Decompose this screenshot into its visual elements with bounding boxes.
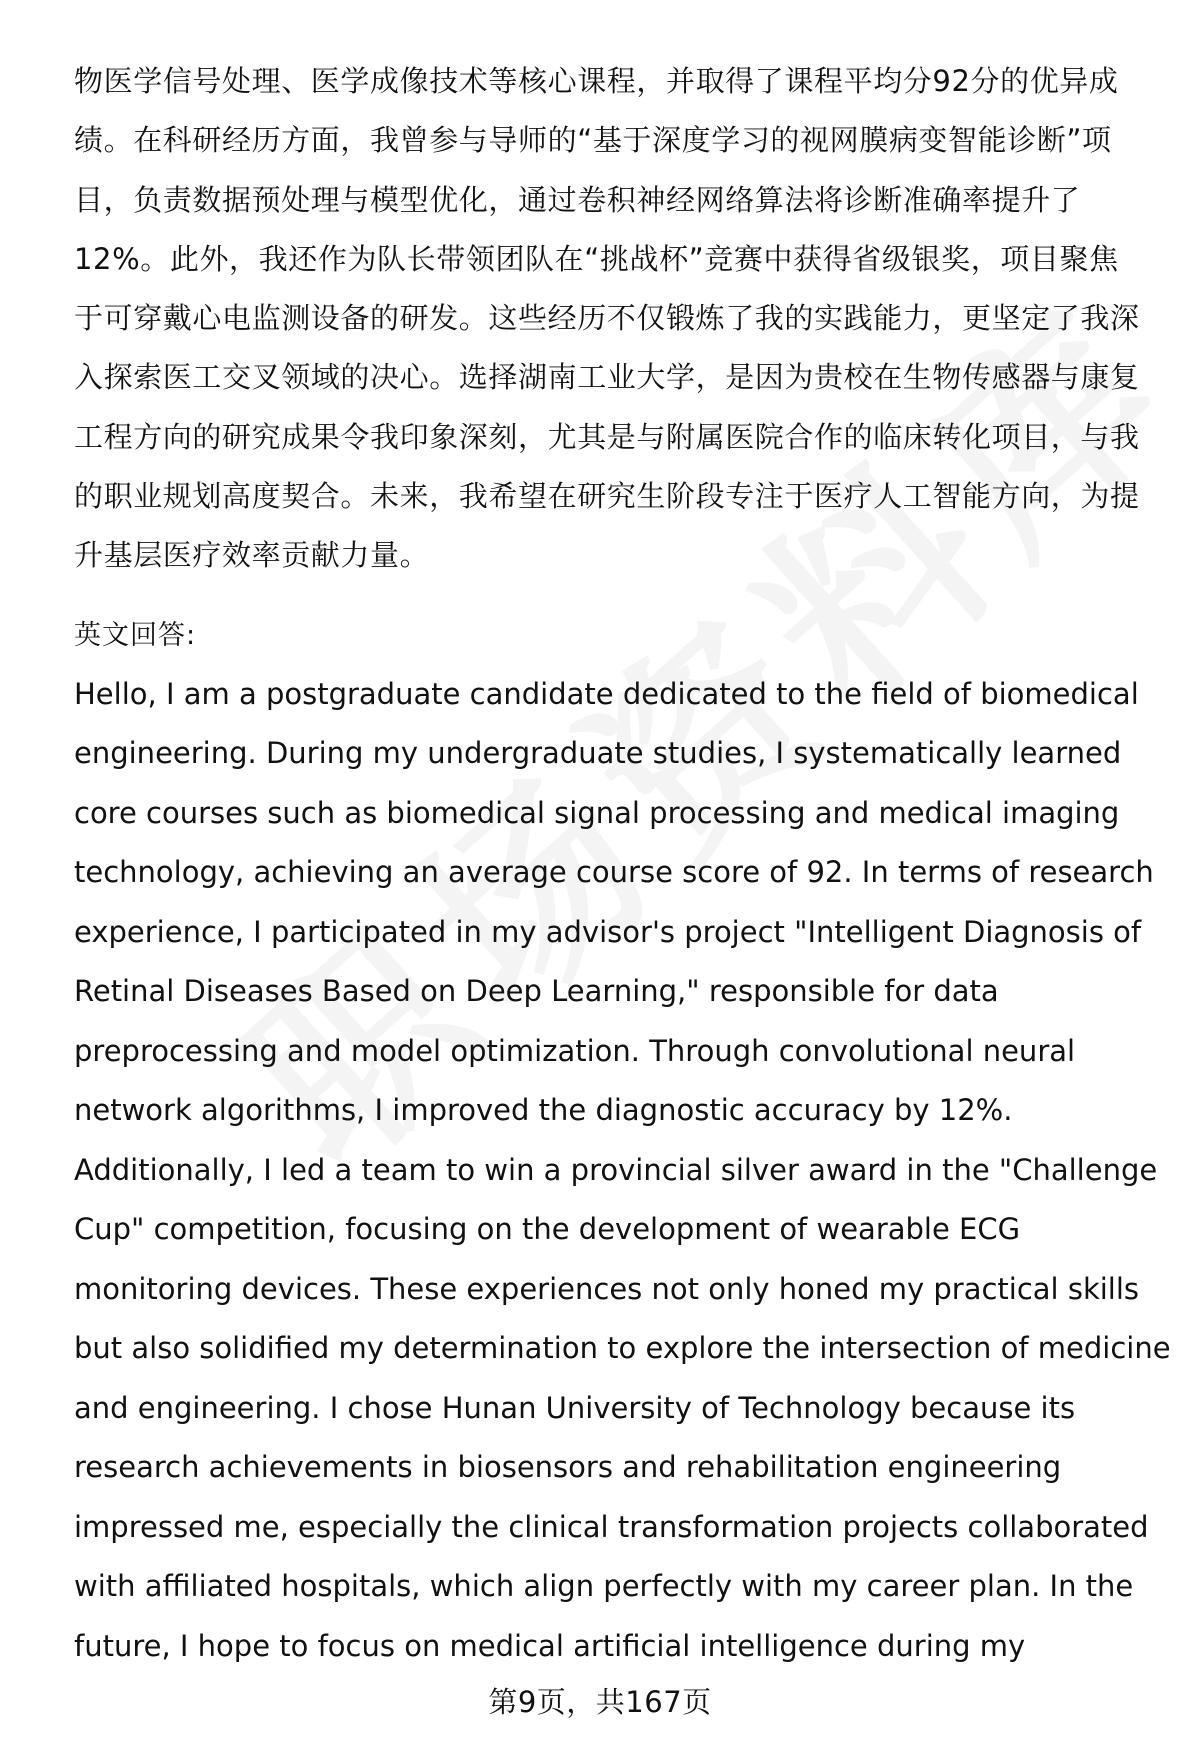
text-line: Cup" competition, focusing on the development of wearable ECG: [74, 1212, 1021, 1247]
text-line: 于可穿戴心电监测设备的研发。这些经历不仅锻炼了我的实践能力，更坚定了我深: [74, 301, 1140, 336]
text-line: 绩。在科研经历方面，我曾参与导师的“基于深度学习的视网膜病变智能诊断”项: [74, 123, 1112, 158]
chinese-answer-paragraph: [74, 52, 1154, 586]
text-line: impressed me, especially the clinical transformation projects collaborated: [74, 1509, 1149, 1544]
page-content: [74, 52, 1171, 1676]
text-line: preprocessing and model optimization. Through convolutional neural: [74, 1033, 1076, 1068]
text-line: but also solidified my determination to explore the intersection of medicine: [74, 1331, 1171, 1366]
text-line: and engineering. I chose Hunan University of Technology because its: [74, 1390, 1076, 1425]
text-line: 物医学信号处理、医学成像技术等核心课程，并取得了课程平均分92分的优异成: [74, 64, 1119, 98]
text-line: Additionally, I led a team to win a provincial silver award in the "Challenge: [74, 1152, 1158, 1187]
text-line: 入探索医工交叉领域的决心。选择湖南工业大学，是因为贵校在生物传感器与康复: [74, 360, 1140, 395]
text-line: 工程方向的研究成果令我印象深刻，尤其是与附属医院合作的临床转化项目，与我: [74, 419, 1140, 454]
page-number: 第9页，共167页: [488, 1685, 712, 1719]
text-line: core courses such as biomedical signal processing and medical imaging: [74, 795, 1120, 830]
text-line: 12%。此外，我还作为队长带领团队在“挑战杯”竞赛中获得省级银奖，项目聚焦: [74, 241, 1119, 276]
text-line: engineering. During my undergraduate studies, I systematically learned: [74, 736, 1122, 771]
english-answer-paragraph: [74, 665, 1171, 1677]
text-line: Hello, I am a postgraduate candidate dedicated to the field of biomedical: [74, 676, 1139, 711]
text-line: technology, achieving an average course score of 92. In terms of research: [74, 855, 1154, 890]
text-line: research achievements in biosensors and rehabilitation engineering: [74, 1450, 1062, 1485]
text-line: 的职业规划高度契合。未来，我希望在研究生阶段专注于医疗人工智能方向，为提: [74, 479, 1140, 514]
text-line: network algorithms, I improved the diagnostic accuracy by 12%.: [74, 1093, 1013, 1128]
text-line: Retinal Diseases Based on Deep Learning," responsible for data: [74, 974, 999, 1009]
text-line: monitoring devices. These experiences not only honed my practical skills: [74, 1271, 1140, 1306]
text-line: 目，负责数据预处理与模型优化，通过卷积神经网络算法将诊断准确率提升了: [74, 182, 1081, 217]
text-line: 升基层医疗效率贡献力量。: [74, 538, 430, 573]
text-line: experience, I participated in my advisor's project "Intelligent Diagnosis of: [74, 914, 1142, 949]
text-line: with affiliated hospitals, which align perfectly with my career plan. In the: [74, 1569, 1134, 1604]
english-answer-label: 英文回答:: [74, 619, 197, 651]
text-line: future, I hope to focus on medical artificial intelligence during my: [74, 1628, 1026, 1663]
